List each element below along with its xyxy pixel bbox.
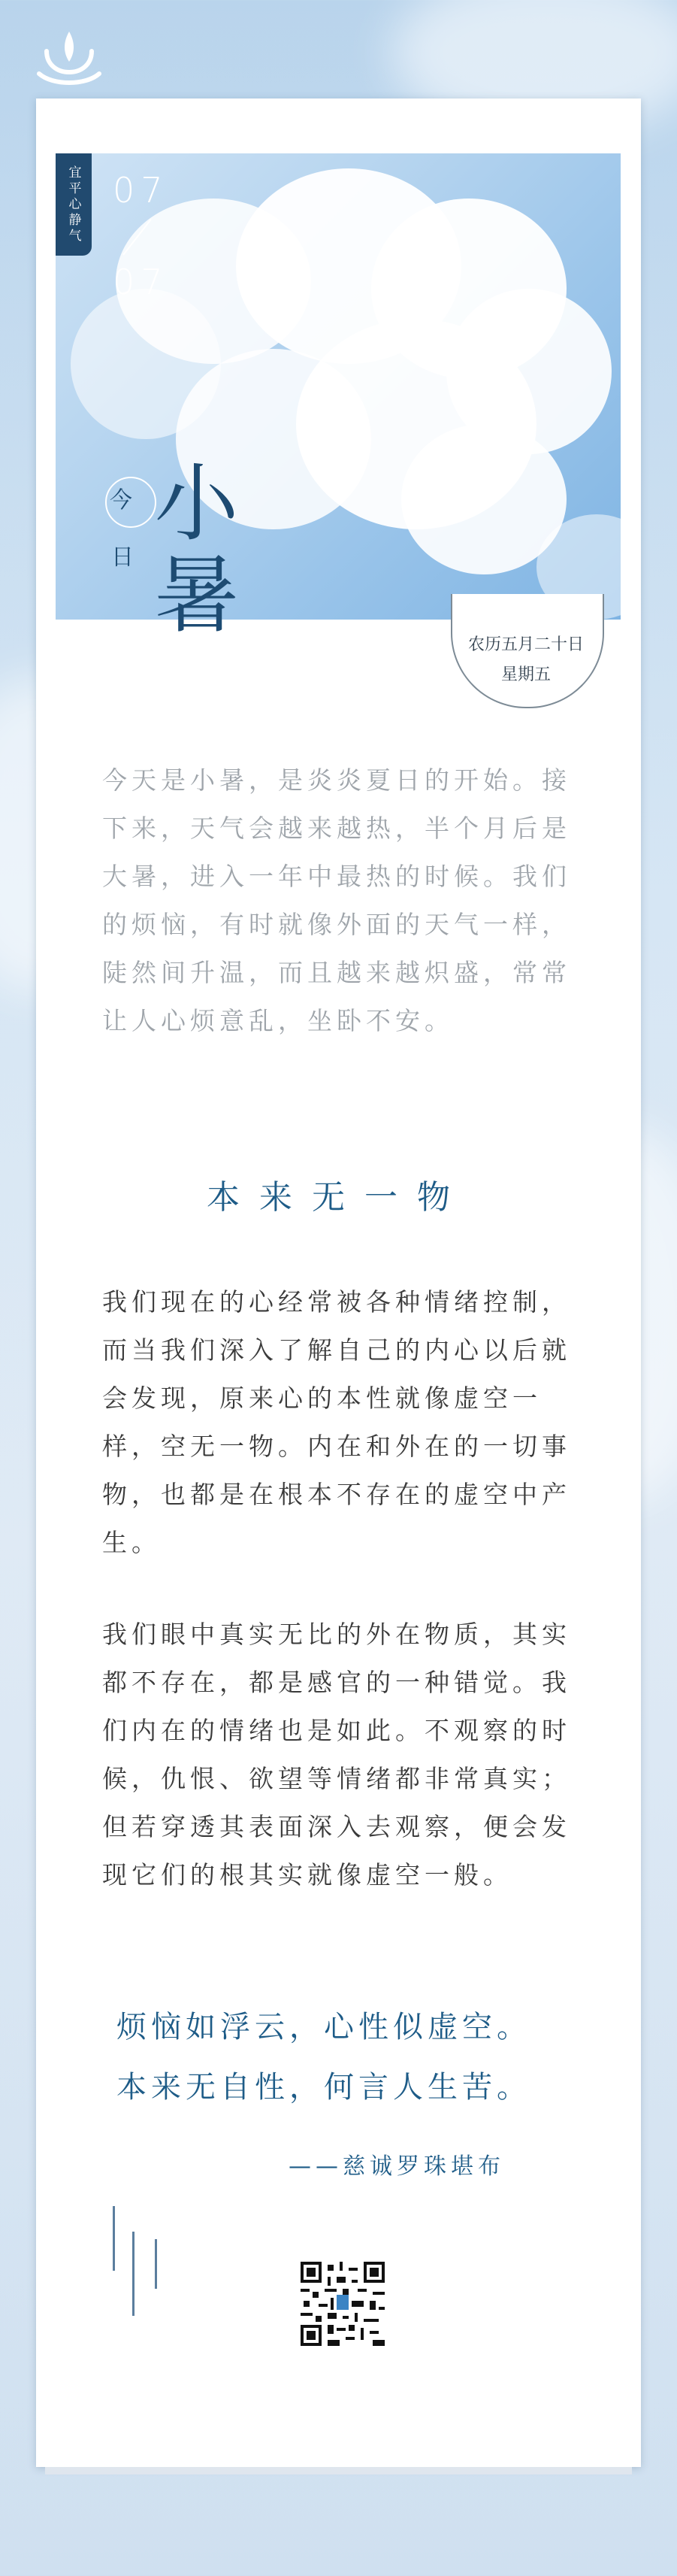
badge-tag: 宜平心静气 [56, 153, 92, 256]
card-shadow [45, 2467, 632, 2474]
verse-line-2: 本来无自性，何言人生苦。 [116, 2070, 531, 2105]
lotus-logo-icon [33, 26, 105, 93]
decorative-line [155, 2239, 157, 2289]
solar-term-title: 小暑 [141, 459, 238, 642]
lunar-date: 农历五月二十日 [467, 635, 584, 654]
decorative-line [113, 2206, 115, 2271]
intro-paragraph: 今天是小暑，是炎炎夏日的开始。接下来，天气会越来越热，半个月后是大暑，进入一年中最热的时候。我们的烦恼，有时就像外面的天气一样，陡然间升温，而且越来越炽盛，常常让人心烦意乱，坐卧不安。 [102, 765, 571, 1035]
date-month: 07 [113, 170, 169, 211]
decorative-line [132, 2232, 134, 2316]
body-paragraph-1: 我们现在的心经常被各种情绪控制，而当我们深入了解自己的内心以后就会发现，原来心的本性就像虚空一样，空无一物。内在和外在的一切事物，也都是在根本不存在的虚空中产生。 [102, 1287, 571, 1557]
signature: ——慈诚罗珠堪布 [289, 2153, 505, 2180]
today-label-2: 日 [111, 544, 134, 571]
section-heading: 本来无一物 [207, 1178, 470, 1217]
body-paragraph-2: 我们眼中真实无比的外在物质，其实都不存在，都是感官的一种错觉。我们内在的情绪也是如此。不观察的时候，仇恨、欲望等情绪都非常真实；但若穿透其表面深入去观察，便会发现它们的根其实就像虚空一般。 [102, 1620, 571, 1890]
verse-line-1: 烦恼如浮云，心性似虚空。 [116, 2010, 531, 2044]
date-day: 07 [113, 262, 169, 302]
today-label-1: 今 [110, 487, 132, 514]
qr-code-icon [301, 2262, 385, 2346]
weekday: 星期五 [500, 665, 551, 684]
